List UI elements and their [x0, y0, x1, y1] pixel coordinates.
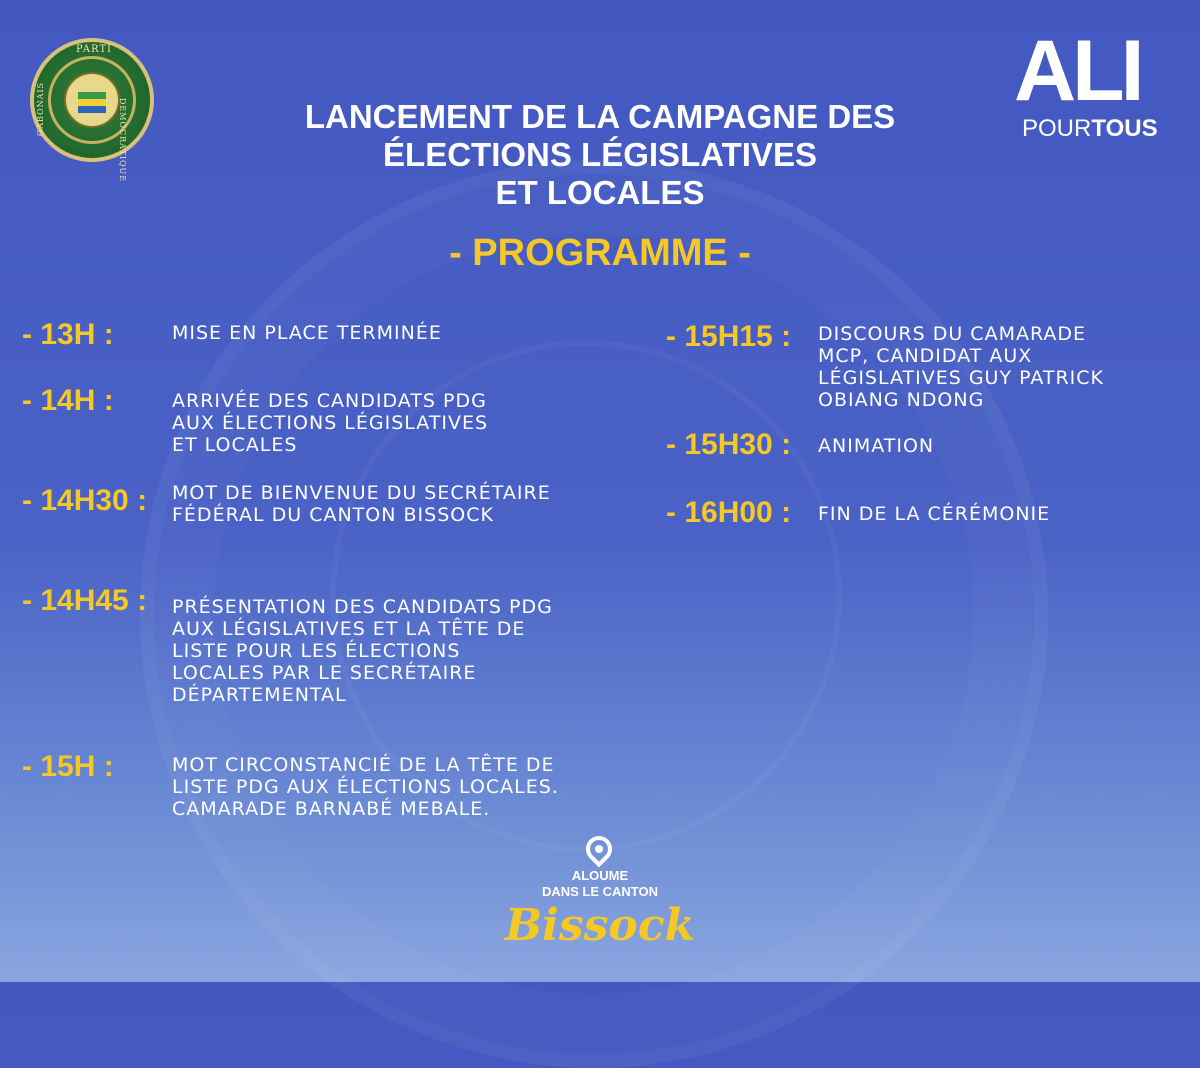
seal-flag-blue: [78, 106, 106, 113]
schedule-text: ARRIVÉE DES CANDIDATS PDG AUX ÉLECTIONS LÉGISLATIVES ET LOCALES: [172, 390, 489, 456]
schedule-text: PRÉSENTATION DES CANDIDATS PDG AUX LÉGISLATIVES ET LA TÊTE DE LISTE POUR LES ÉLECTIONS LOCALES PAR LE SECRÉTAIRE DÉPARTEMENTAL: [172, 596, 553, 706]
seal-flag-green: [78, 92, 106, 99]
schedule-time: - 14H45 :: [22, 584, 148, 617]
schedule-text: ANIMATION: [818, 435, 935, 457]
seal-right-text: DEMOCRATIQUE: [118, 98, 127, 183]
title-line-3: ET LOCALES: [495, 174, 705, 211]
schedule-text: MOT CIRCONSTANCIÉ DE LA TÊTE DE LISTE PDG AUX ÉLECTIONS LOCALES. CAMARADE BARNABÉ MEBALE.: [172, 754, 559, 820]
brand-small-a: POUR: [1022, 115, 1092, 142]
party-seal-logo: [30, 38, 154, 183]
seal-flag-yellow: [78, 99, 106, 106]
footer-script-text: Bissock: [504, 900, 696, 951]
page-title: [200, 98, 1000, 212]
footer-line-1: ALOUME: [571, 868, 629, 883]
brand-small-text: [1022, 116, 1158, 142]
footer-location: [500, 836, 700, 966]
program-heading: - PROGRAMME -: [449, 232, 751, 274]
schedule-text: DISCOURS DU CAMARADE MCP, CANDIDAT AUX LÉGISLATIVES GUY PATRICK OBIANG NDONG: [818, 323, 1105, 411]
location-pin-dot: [595, 845, 603, 853]
seal-top-text: PARTI: [76, 44, 113, 55]
schedule-time: - 13H :: [22, 318, 114, 351]
title-line-1: LANCEMENT DE LA CAMPAGNE DES: [304, 98, 896, 135]
footer-line-2: DANS LE CANTON: [541, 884, 659, 899]
schedule-time: - 16H00 :: [666, 496, 792, 529]
brand-big-text: ALI: [1014, 23, 1141, 119]
schedule-time: - 14H :: [22, 384, 114, 417]
schedule-text: MISE EN PLACE TERMINÉE: [172, 322, 442, 344]
schedule-time: - 15H :: [22, 750, 114, 783]
schedule-text: FIN DE LA CÉRÉMONIE: [818, 503, 1051, 525]
schedule-text: MOT DE BIENVENUE DU SECRÉTAIRE FÉDÉRAL DU CANTON BISSOCK: [172, 482, 551, 526]
seal-left-text: GABONAIS: [36, 82, 45, 137]
brand-small-b: TOUS: [1091, 115, 1158, 142]
schedule-time: - 15H30 :: [666, 428, 792, 461]
schedule-time: - 14H30 :: [22, 484, 148, 517]
title-line-2: ÉLECTIONS LÉGISLATIVES: [383, 136, 817, 173]
schedule-time: - 15H15 :: [666, 320, 792, 353]
ali-pour-tous-logo: [1014, 23, 1164, 148]
